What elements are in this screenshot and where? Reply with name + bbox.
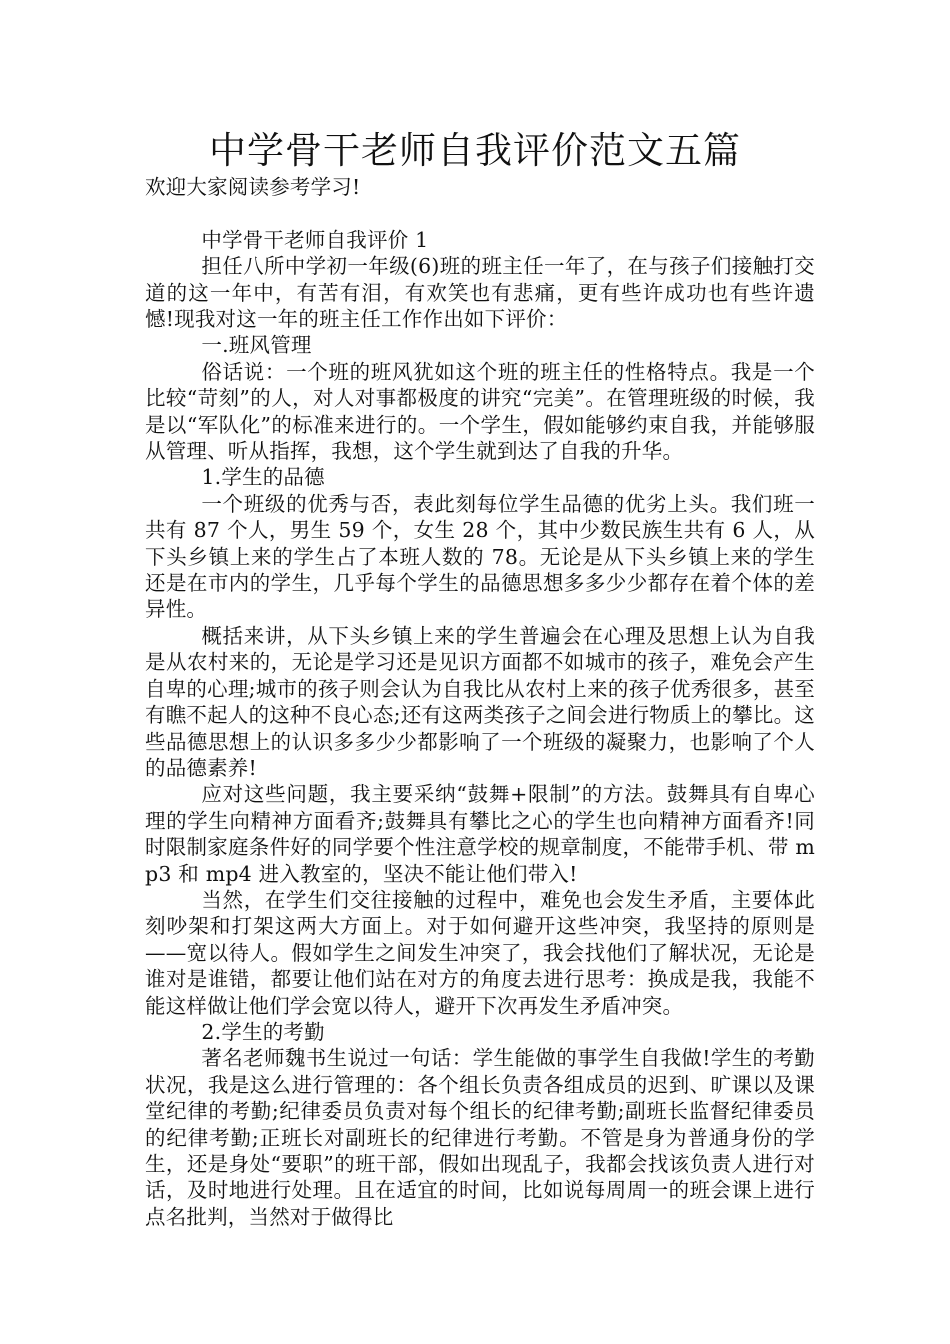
paragraph: 著名老师魏书生说过一句话：学生能做的事学生自我做!学生的考勤状况，我是这么进行管理的：各个组长负责各组成员的迟到、旷课以及课堂纪律的考勤;纪律委员负责对每个组长的纪律考勤;副班长监督纪律委员的纪律考勤;正班长对副班长的纪律进行考勤。不管是身为普通身份的学生，还是身处“要职”的班干部，假如出现乱子，我都会找该负责人进行对话，及时地进行处理。且在适宜的时间，比如说每周周一的班会课上进行点名批判，当然对于做得比: [145, 1046, 815, 1229]
paragraph: 当然，在学生们交往接触的过程中，难免也会发生矛盾，主要体此刻吵架和打架这两大方面上。对于如何避开这些冲突，我坚持的原则是——宽以待人。假如学生之间发生冲突了，我会找他们了解状况，无论是谁对是谁错，都要让他们站在对方的角度去进行思考：换成是我，我能不能这样做让他们学会宽以待人，避开下次再发生矛盾冲突。: [145, 887, 815, 1018]
paragraph: 概括来讲，从下头乡镇上来的学生普遍会在心理及思想上认为自我是从农村来的，无论是学习还是见识方面都不如城市的孩子，难免会产生自卑的心理;城市的孩子则会认为自我比从农村上来的孩子优秀很多，甚至有瞧不起人的这种不良心态;还有这两类孩子之间会进行物质上的攀比。这些品德思想上的认识多多少少都影响了一个班级的凝聚力，也影响了个人的品德素养!: [145, 623, 815, 780]
document-title: 中学骨干老师自我评价范文五篇: [209, 129, 741, 172]
paragraph: 担任八所中学初一年级(6)班的班主任一年了，在与孩子们接触打交道的这一年中，有苦有泪，有欢笑也有悲痛，更有些许成功也有些许遗憾!现我对这一年的班主任工作作出如下评价：: [145, 254, 815, 332]
paragraph: 应对这些问题，我主要采纳“鼓舞+限制”的方法。鼓舞具有自卑心理的学生向精神方面看齐;鼓舞具有攀比之心的学生也向精神方面看齐!同时限制家庭条件好的同学要个性注意学校的规章制度，不能带手机、带 mp3 和 mp4 进入教室的，坚决不能让他们带入!: [145, 782, 815, 886]
intro-line: 欢迎大家阅读参考学习!: [145, 175, 361, 199]
paragraph: 一个班级的优秀与否，表此刻每位学生品德的优劣上头。我们班一共有 87 个人，男生 59 个，女生 28 个，其中少数民族生共有 6 人，从下头乡镇上来的学生占了本班人数的 78。无论是从下头乡镇上来的学生还是在市内的学生，几乎每个学生的品德思想多多少少都存在着个体的差异性。: [145, 491, 815, 622]
subheading: 2.学生的考勤: [201, 1019, 325, 1044]
subheading: 1.学生的品德: [201, 465, 325, 490]
subheading: 一.班风管理: [201, 333, 312, 358]
blank-line: [145, 200, 815, 226]
section-heading: 中学骨干老师自我评价 1: [201, 227, 429, 252]
document-body: [145, 174, 815, 1230]
paragraph: 俗话说：一个班的班风犹如这个班的班主任的性格特点。我是一个比较“苛刻”的人，对人对事都极度的讲究“完美”。在管理班级的时候，我是以“军队化”的标准来进行的。一个学生，假如能够约束自我，并能够服从管理、听从指挥，我想，这个学生就到达了自我的升华。: [145, 359, 815, 464]
